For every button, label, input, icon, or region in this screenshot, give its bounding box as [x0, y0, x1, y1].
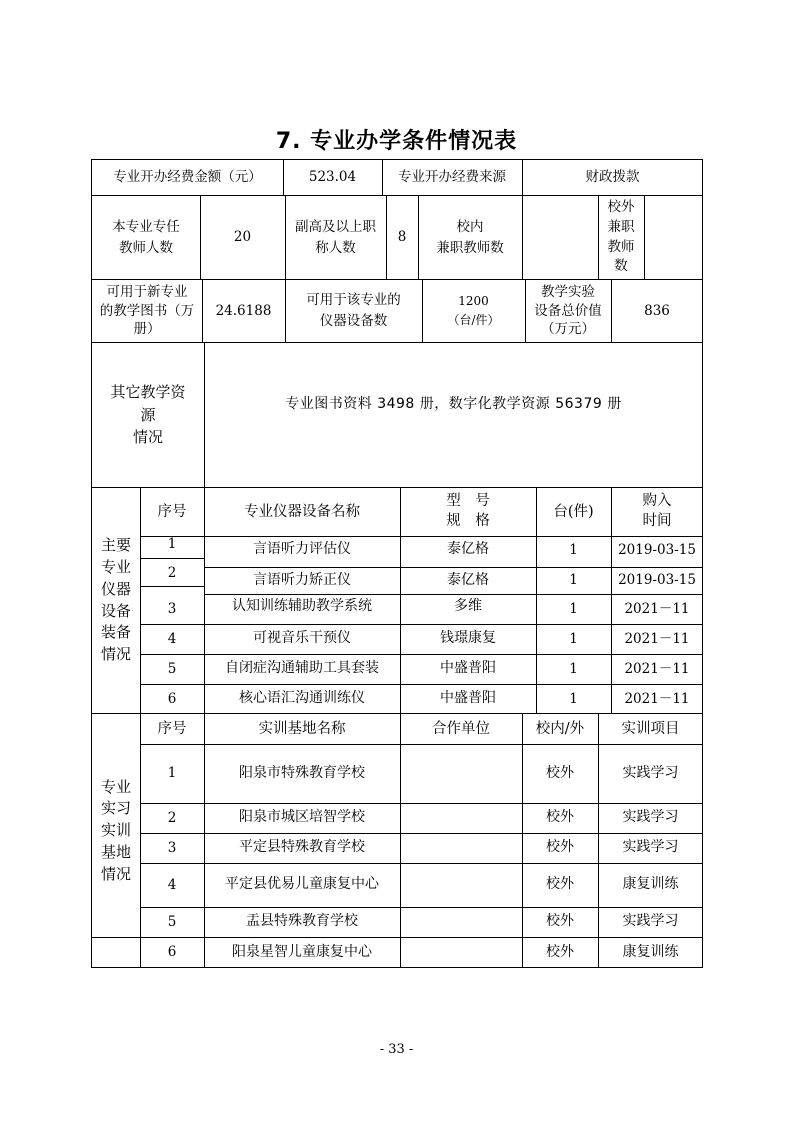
- table-row-base-5-partner: [400, 907, 522, 937]
- other-resources-label: 其它教学资 源 情况: [110, 383, 186, 447]
- table-row-equipment-6-name: 核心语汇沟通训练仪: [239, 690, 365, 707]
- table-row-base-6-name: 阳泉星智儿童康复中心: [232, 943, 372, 960]
- equipment-header-count: 台(件): [553, 503, 594, 520]
- table-row-equipment-3-no: 3: [167, 600, 177, 617]
- table-row-base-5-no: 5: [167, 913, 177, 930]
- table-row-base-4-location: 校外: [546, 876, 574, 893]
- training-bases-section: [91, 713, 703, 968]
- equipment-header-model: 型 号 规 格: [446, 493, 490, 529]
- equipment-header-name: 专业仪器设备名称: [244, 503, 360, 520]
- table-row-equipment-5-model: 中盛普阳: [440, 660, 496, 677]
- table-row-equipment-1-date: 2019-03-15: [618, 541, 696, 558]
- table-row-equipment-6-model: 中盛普阳: [440, 690, 496, 707]
- other-resources-row: [91, 342, 703, 488]
- table-row-base-4-partner: [400, 863, 522, 907]
- bases-header-project: 实训项目: [621, 720, 680, 737]
- parttime-out-label: 校外 兼职 教师 数: [607, 199, 635, 275]
- funding-source-label: 专业开办经费来源: [398, 169, 506, 186]
- table-row-base-2-no: 2: [167, 809, 177, 826]
- instruments-value: 1200 （台/件）: [447, 294, 500, 327]
- bases-section-label: 专业 实习 实训 基地 情况: [100, 777, 131, 883]
- funding-source-value: 财政拨款: [585, 169, 640, 186]
- table-row-base-6-project: 康复训练: [622, 943, 679, 960]
- table-row-base-3-location: 校外: [546, 839, 574, 856]
- instruments-label: 可用于该专业的 仪器设备数: [306, 292, 401, 329]
- table-row-base-1-project: 实践学习: [622, 764, 679, 781]
- equipment-header-no: 序号: [157, 503, 187, 520]
- parttime-in-value: [522, 196, 598, 279]
- funding-amount-value: 523.04: [308, 169, 357, 186]
- books-value: 24.6188: [215, 302, 272, 319]
- table-row-base-5-name: 盂县特殊教育学校: [246, 913, 358, 930]
- table-row-base-4-project: 康复训练: [622, 876, 679, 893]
- table-row-equipment-1-count: 1: [569, 541, 578, 558]
- table-row-equipment-4-date: 2021－11: [624, 630, 690, 647]
- table-row-equipment-3-model: 多维: [454, 597, 482, 614]
- page-title: 7. 专业办学条件情况表: [275, 129, 518, 154]
- fulltime-teachers-value: 20: [233, 229, 252, 246]
- table-row-equipment-1-model: 泰亿格: [447, 541, 489, 558]
- equipment-value-label: 教学实验 设备总价值 （万元）: [534, 283, 602, 338]
- teachers-row: [91, 195, 703, 280]
- table-row-base-1-name: 阳泉市特殊教育学校: [239, 764, 365, 781]
- table-row-equipment-6-no: 6: [167, 690, 177, 707]
- other-resources-value: 专业图书资料 3498 册，数字化教学资源 56379 册: [285, 395, 622, 412]
- bases-header-location: 校内/外: [535, 720, 585, 737]
- table-row-base-6-partner: [400, 937, 522, 968]
- table-row-equipment-6-count: 1: [569, 690, 578, 707]
- table-row-base-5-location: 校外: [546, 913, 574, 930]
- table-row-base-3-no: 3: [167, 839, 177, 856]
- table-row-base-2-name: 阳泉市城区培智学校: [239, 809, 365, 826]
- table-row-equipment-5-name: 自闭症沟通辅助工具套装: [225, 660, 379, 677]
- table-row-base-1-location: 校外: [546, 764, 574, 781]
- table-row-base-2-location: 校外: [546, 809, 574, 826]
- table-row-equipment-3-name: 认知训练辅助教学系统: [232, 597, 372, 614]
- bases-header-partner: 合作单位: [432, 720, 490, 737]
- table-row-base-1-partner: [400, 744, 522, 803]
- equipment-section-label: 主要 专业 仪器 设备 装备 情况: [100, 536, 131, 663]
- equipment-value-value: 836: [644, 302, 670, 319]
- equipment-header-date: 购入 时间: [642, 493, 672, 529]
- parttime-in-label: 校内 兼职教师数: [436, 218, 504, 256]
- fulltime-teachers-label: 本专业专任 教师人数: [112, 218, 180, 256]
- senior-teachers-value: 8: [397, 229, 407, 246]
- table-row-equipment-4-no: 4: [167, 630, 177, 647]
- table-row-equipment-2-no: 2: [167, 565, 177, 582]
- table-row-equipment-2-model: 泰亿格: [447, 571, 489, 588]
- table-row-equipment-3-count: 1: [569, 600, 578, 617]
- bases-header-no: 序号: [157, 720, 187, 737]
- table-row-base-2-project: 实践学习: [622, 809, 679, 826]
- table-row-base-2-partner: [400, 803, 522, 833]
- table-row-equipment-3-date: 2021－11: [624, 600, 690, 617]
- books-label: 可用于新专业 的教学图书（万 册）: [99, 283, 195, 338]
- table-row-base-3-name: 平定县特殊教育学校: [239, 839, 365, 856]
- page-number: - 33 -: [379, 1042, 414, 1057]
- table-row-base-3-project: 实践学习: [622, 839, 679, 856]
- senior-teachers-label: 副高及以上职 称人数: [295, 218, 376, 256]
- table-row-equipment-4-count: 1: [569, 630, 578, 647]
- table-row-equipment-2-count: 1: [569, 572, 578, 589]
- funding-amount-label: 专业开办经费金额（元）: [113, 169, 262, 186]
- table-row-base-3-partner: [400, 833, 522, 863]
- table-row-base-6-location: 校外: [546, 943, 574, 960]
- funding-row: [91, 159, 703, 196]
- table-row-base-4-no: 4: [167, 876, 177, 893]
- table-row-base-5-project: 实践学习: [622, 913, 679, 930]
- table-row-equipment-5-count: 1: [569, 660, 578, 677]
- equipment-section: [91, 487, 703, 714]
- table-row-equipment-1-no: 1: [167, 536, 177, 553]
- table-row-equipment-5-no: 5: [167, 660, 177, 677]
- table-row-base-6-no: 6: [167, 944, 177, 961]
- table-row-base-1-no: 1: [167, 765, 177, 782]
- table-row-equipment-2-name: 言语听力矫正仪: [253, 571, 351, 588]
- table-row-equipment-4-model: 钱璟康复: [440, 630, 496, 647]
- table-row-equipment-2-date: 2019-03-15: [618, 572, 696, 589]
- parttime-out-value: [644, 196, 703, 279]
- table-row-equipment-1-name: 言语听力评估仪: [253, 541, 351, 558]
- table-row-base-4-name: 平定县优易儿童康复中心: [225, 876, 379, 893]
- table-row-equipment-4-name: 可视音乐干预仪: [253, 630, 351, 647]
- table-row-equipment-5-date: 2021－11: [624, 660, 690, 677]
- table-row-equipment-6-date: 2021－11: [624, 690, 690, 707]
- bases-header-name: 实训基地名称: [258, 720, 346, 737]
- resources-row: [91, 279, 703, 343]
